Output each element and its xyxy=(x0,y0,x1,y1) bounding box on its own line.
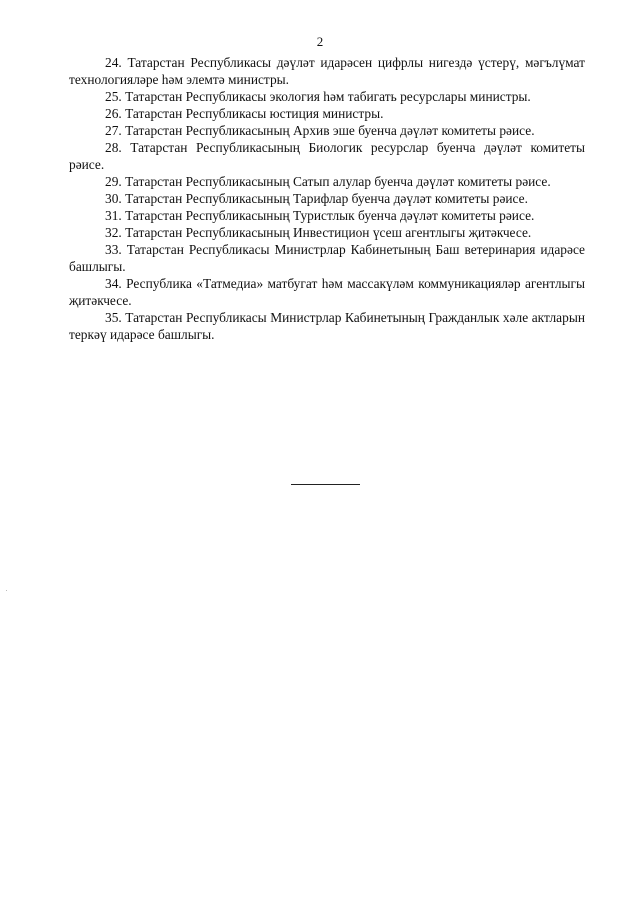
list-item-24: 24. Татарстан Республикасы дәүләт идарәсен цифрлы нигездә үстерү, мәгълүмат технологияләре һәм элемтә министры. xyxy=(69,55,585,87)
document-body xyxy=(69,54,585,343)
end-separator-line xyxy=(291,484,360,485)
list-item-34: 34. Республика «Татмедиа» матбугат һәм массакүләм коммуникацияләр агентлыгы җитәкчесе. xyxy=(69,276,585,308)
list-item-32: 32. Татарстан Республикасының Инвестицион үсеш агентлыгы җитәкчесе. xyxy=(105,225,532,240)
list-item-29: 29. Татарстан Республикасының Сатып алулар буенча дәүләт комитеты рәисе. xyxy=(105,174,551,189)
list-item-33: 33. Татарстан Республикасы Министрлар Кабинетының Баш ветеринария идарәсе башлыгы. xyxy=(69,242,585,274)
list-item-28: 28. Татарстан Республикасының Биологик ресурслар буенча дәүләт комитеты рәисе. xyxy=(69,140,585,172)
list-item-30: 30. Татарстан Республикасының Тарифлар буенча дәүләт комитеты рәисе. xyxy=(105,191,528,206)
list-item-25: 25. Татарстан Республикасы экология һәм табигать ресурслары министры. xyxy=(105,89,531,104)
list-item-27: 27. Татарстан Республикасының Архив эше буенча дәүләт комитеты рәисе. xyxy=(105,123,535,138)
list-item-26: 26. Татарстан Республикасы юстиция министры. xyxy=(105,106,384,121)
list-item-31: 31. Татарстан Республикасының Туристлык буенча дәүләт комитеты рәисе. xyxy=(105,208,535,223)
list-item-35: 35. Татарстан Республикасы Министрлар Кабинетының Гражданлык хәле актларын теркәү идарәсе башлыгы. xyxy=(69,310,585,342)
scan-speck xyxy=(6,590,7,591)
page-number: 2 xyxy=(316,34,324,49)
